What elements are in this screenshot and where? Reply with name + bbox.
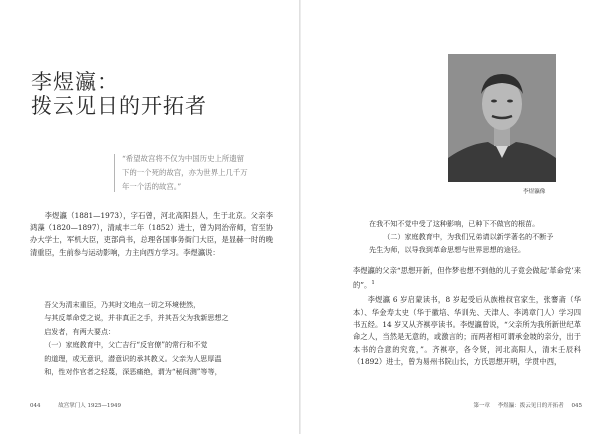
right-page [301,0,600,434]
body-text [353,265,581,371]
body-text [30,210,273,259]
quote-line: 先生为师，以导我到革命思想与世界思想的途径。 [369,245,526,255]
epigraph-line: “希望故宫将不仅为中国历史上所遗留 [122,154,245,163]
running-head: 故宫掌门人 1925—1949 [58,403,121,409]
body-paragraph: 李煜瀛（1881—1973），字石曾，河北高阳县人，生于北京。父亲李鸿藻（1820—1897），清咸丰二年（1852）进士，曾为同治帝师，官至协办大学士，军机大臣，吏部尚书，总理各国事务衙门大臣，是显赫一时的晚清重臣，生前参与运动影响，力主向西方学习。李煜瀛说： [30,211,273,257]
epigraph-line: 年一个活的故宫。” [122,182,182,191]
quote-line: 吾父为清末重臣，乃其时文地点一切之环境使然， [44,300,201,309]
chapter-title-line1: 李煜瀛： [31,70,119,94]
body-paragraph-text: 李煜瀛 6 岁启蒙读书，8 岁起受后从族椎叔官家生，张謇斋（华本）、华金寿太史（华于徽培、华训先、天津人、李鸿章门人）学习四书五经。14 岁又从齐褀亭读书。李煜瀛曾说，“父亲所为我所新世纪革命之人，当然是无意的，或激言的；而两者相可谓承金坡的亲分，出于本书的合意的究竟，”。 [353,295,581,354]
page-number: 044 [30,403,41,409]
quote-line: 和，性对作官者之轻蔑，深恶痛绝，谓为“秘间测”等等， [44,367,222,377]
body-paragraph [353,294,581,368]
body-paragraph-text: 李煜瀛的父亲“思想开新，但作梦也想不到他的儿子竟会做起‘革命党’来的”。 [353,266,581,290]
left-page [0,0,299,434]
chapter-title [31,70,207,118]
quote-line: 的道理，或无意识，潜意识的承其教义。父亲为人思厚温 [44,353,222,363]
quote-line: 与其反革命党之说，并非真正之手，并其吾父为我新思想之 [44,313,229,323]
body-paragraph [353,265,581,292]
quote-line: （一）家庭教育中，父亡吉行“反官僚”的常行和不觉 [44,340,208,350]
epigraph [122,152,280,194]
page-number: 045 [571,403,582,409]
quote-line: 启发者，有两大要点： [44,326,116,336]
page-footer [467,401,582,409]
quote-line: （二）家庭教育中，为我们兄弟请以新学著名的不断予 [383,232,554,242]
running-head-title: 李煜瀛：拨云见日的开拓者 [497,403,564,409]
portrait-image [448,54,556,182]
photo-caption: 李煜瀛像 [523,189,546,195]
chapter-title-line2: 拨云见日的开拓者 [31,94,207,118]
body-paragraph-text: 齐褀亭，各令贤，河北高阳人，清末壬辰科（1892）进士，曾为易州书院山长，方氏思想开明，学贯中西， [353,344,581,367]
footnote-marker: 1 [371,280,375,287]
running-head-chapter: 第一章 [473,403,490,409]
epigraph-line: 下的一个死的故宫，亦为世界上几千万 [122,168,248,177]
portrait-photo [448,54,556,182]
quote-line: 在我不知不觉中受了这种影响，已种下不做官的根苗。 [369,219,540,228]
epigraph-rule [114,154,115,192]
block-quote [30,298,273,378]
page-footer [30,401,121,409]
block-quote [369,217,564,257]
